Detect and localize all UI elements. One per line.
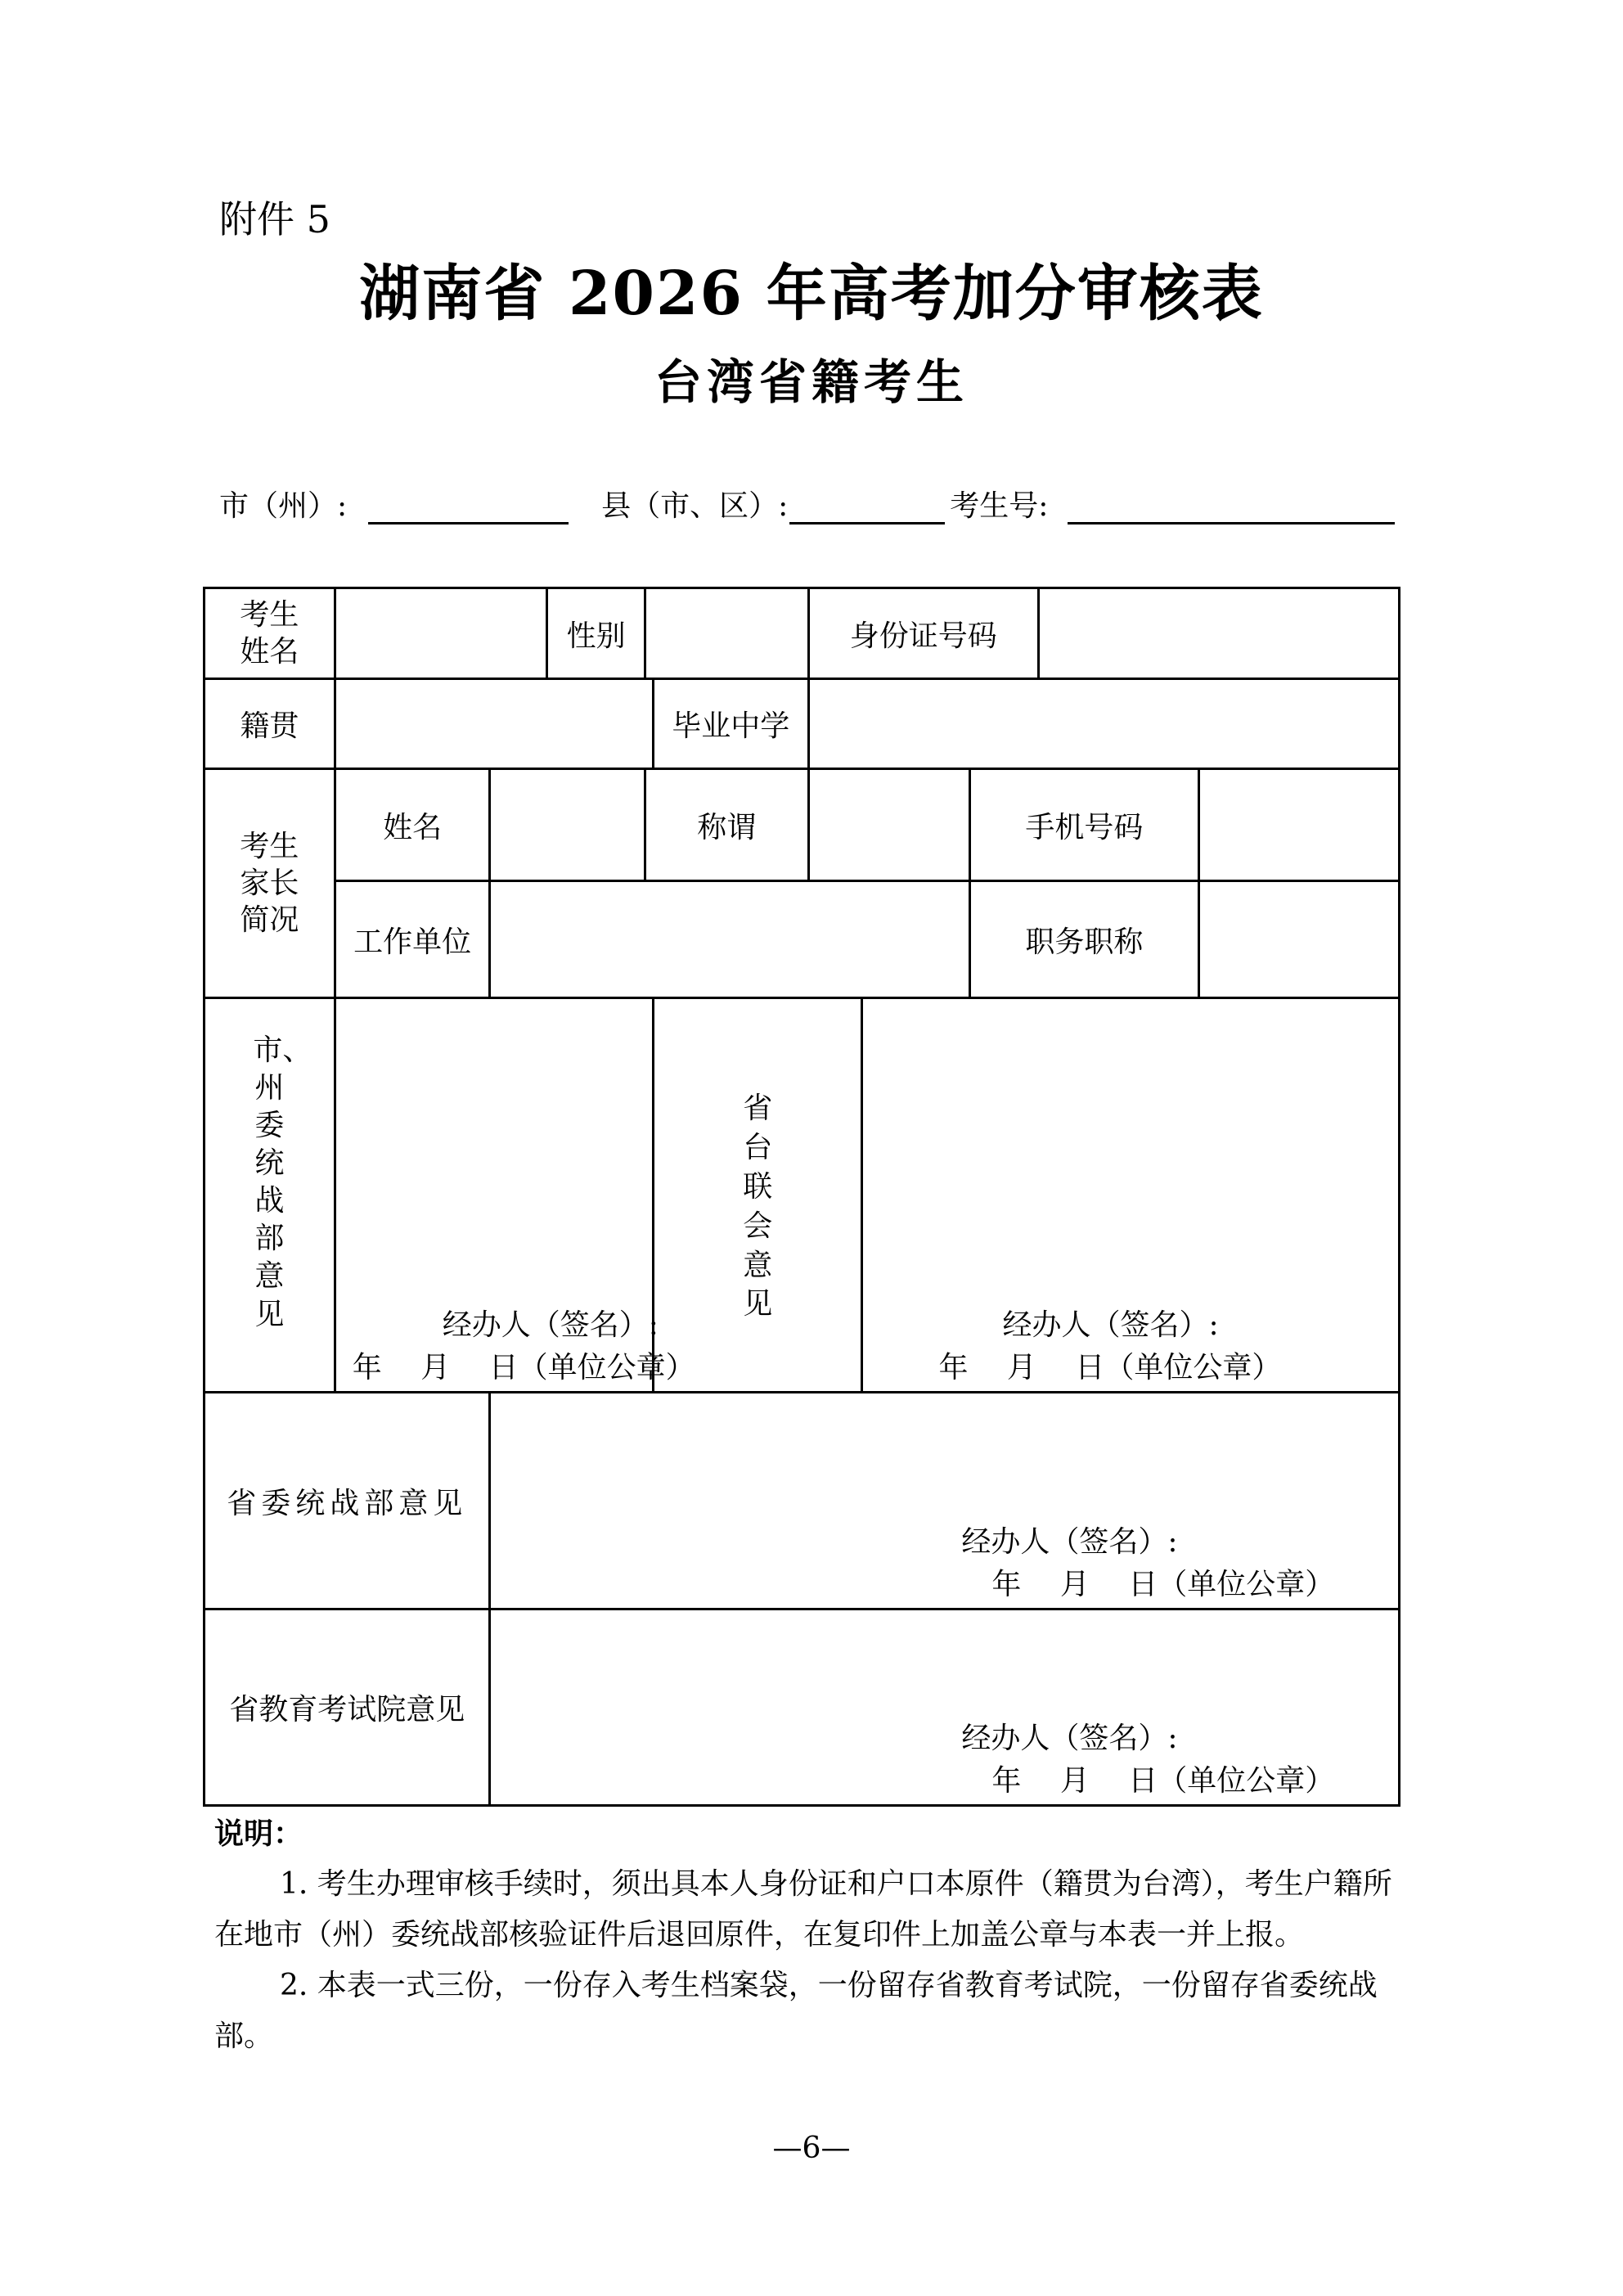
relation-label: 称谓	[645, 769, 809, 881]
prov-united-front-label: 省委统战部意见	[205, 1393, 490, 1609]
note-item-2: 2. 本表一式三份，一份存入考生档案袋，一份留存省教育考试院，一份留存省委统战部。	[214, 1969, 1378, 2053]
high-school-field[interactable]	[808, 679, 1399, 769]
city-field[interactable]	[368, 494, 569, 524]
native-place-label: 籍贯	[205, 679, 335, 769]
parent-name-label: 姓名	[335, 769, 490, 881]
parent-section-label: 考生家长简况	[205, 769, 335, 998]
parent-name-field[interactable]	[490, 769, 645, 881]
signer-label: 经办人（签名）:	[961, 1722, 1178, 1755]
id-number-label: 身份证号码	[808, 588, 1038, 679]
county-label: 县（市、区）:	[601, 489, 789, 523]
id-number-field[interactable]	[1038, 588, 1399, 679]
city-label: 市（州）:	[219, 489, 348, 523]
signer-label: 经办人（签名）:	[961, 1525, 1178, 1559]
attachment-label: 附件 5	[219, 197, 330, 241]
work-unit-field[interactable]	[490, 881, 970, 998]
position-field[interactable]	[1198, 881, 1399, 998]
date-stamp-label: 年 月 日（单位公章）	[991, 1764, 1335, 1798]
date-stamp-label: 年 月 日（单位公章）	[938, 1351, 1282, 1384]
date-stamp-label: 年 月 日（单位公章）	[352, 1351, 695, 1384]
note-item-1: 1. 考生办理审核手续时，须出具本人身份证和户口本原件（籍贯为台湾），考生户籍所在地市（州）委统战部核验证件后退回原件，在复印件上加盖公章与本表一并上报。	[214, 1867, 1392, 1952]
exam-no-label: 考生号:	[950, 489, 1049, 523]
student-name-label: 考生姓名	[205, 588, 335, 679]
exam-no-field[interactable]	[1068, 494, 1395, 524]
position-label: 职务职称	[970, 881, 1198, 998]
prov-taiwan-league-label: 省台联会意见	[653, 998, 861, 1393]
mobile-field[interactable]	[1198, 769, 1399, 881]
gender-label: 性别	[547, 588, 645, 679]
signer-label: 经办人（签名）:	[1002, 1308, 1219, 1342]
prov-united-front-opinion[interactable]	[490, 1393, 1400, 1609]
notes-heading: 说明：	[214, 1817, 303, 1851]
high-school-label: 毕业中学	[653, 679, 808, 769]
page-number: —6—	[772, 2132, 851, 2165]
signer-label: 经办人（签名）:	[442, 1308, 659, 1342]
page-subtitle: 台湾省籍考生	[654, 354, 969, 410]
relation-field[interactable]	[808, 769, 970, 881]
student-name-field[interactable]	[335, 588, 546, 679]
info-line	[219, 483, 1400, 524]
exam-authority-opinion[interactable]	[490, 1609, 1400, 1806]
exam-authority-label: 省教育考试院意见	[205, 1609, 490, 1806]
county-field[interactable]	[789, 494, 945, 524]
page-title: 湖南省 2026 年高考加分审核表	[359, 259, 1264, 329]
mobile-label: 手机号码	[970, 769, 1198, 881]
work-unit-label: 工作单位	[335, 881, 490, 998]
review-form-table	[203, 587, 1400, 1807]
city-united-front-label: 市、州委统战部意见	[205, 998, 335, 1393]
prov-taiwan-league-opinion[interactable]	[862, 998, 1400, 1393]
date-stamp-label: 年 月 日（单位公章）	[991, 1568, 1335, 1601]
notes-section	[214, 1808, 1417, 2062]
city-united-front-opinion[interactable]	[335, 998, 695, 1393]
native-place-field[interactable]	[335, 679, 653, 769]
gender-field[interactable]	[645, 588, 809, 679]
